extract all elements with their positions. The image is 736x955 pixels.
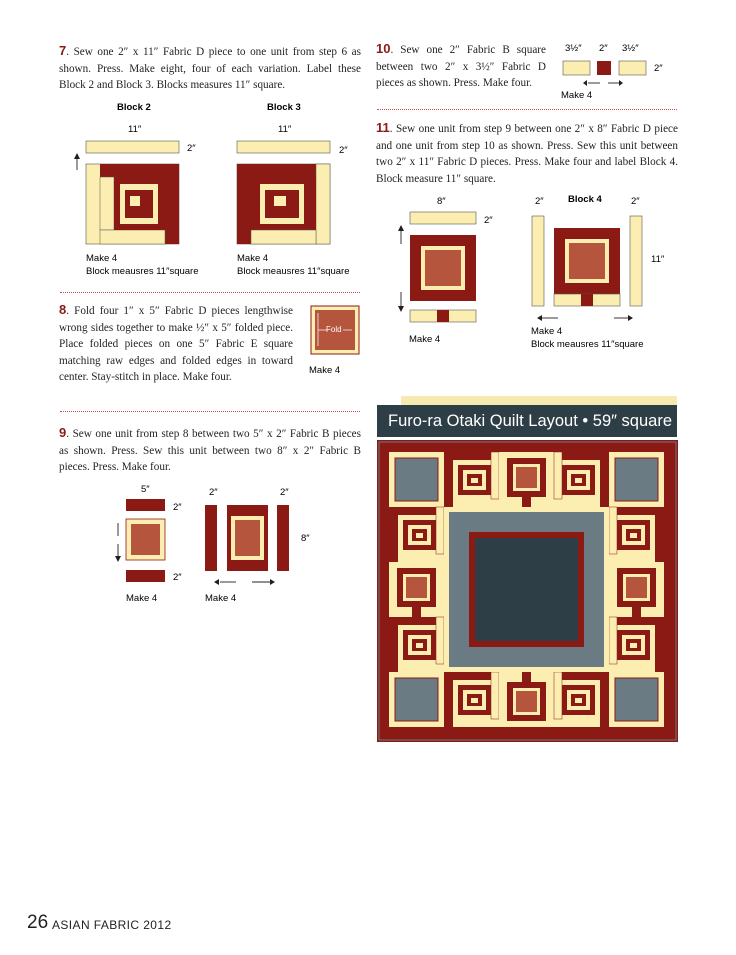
quilt-layout-title: Furo-ra Otaki Quilt Layout • 59″ square bbox=[377, 405, 677, 437]
step-instructions: . Sew one 2″ x 11″ Fabric D piece to one unit from step 6 as shown. Press. Make eight, four of each variation. Label these Block 2 and Block 3. Blocks measures 11″ square. bbox=[59, 46, 361, 92]
dim-label: 11″ bbox=[128, 124, 142, 135]
make-label: Make 4 bbox=[237, 253, 269, 264]
block-4-title: Block 4 bbox=[568, 194, 602, 205]
step-9-diagram bbox=[110, 478, 330, 608]
publication-year: 2012 bbox=[143, 918, 172, 932]
dim-label: 5″ bbox=[141, 484, 150, 495]
make-label: Make 4 bbox=[205, 593, 237, 604]
dim-label: 2″ bbox=[209, 487, 218, 498]
step-11-diagram bbox=[390, 190, 680, 355]
dim-label: 11″ bbox=[651, 254, 665, 265]
dim-label: 8″ bbox=[301, 533, 310, 544]
dim-label: 2″ bbox=[484, 215, 493, 226]
publication-title: ASIAN FABRIC bbox=[52, 918, 140, 932]
step-7-diagram bbox=[60, 98, 360, 280]
publication-name bbox=[52, 918, 172, 932]
dim-label: 2″ bbox=[535, 196, 544, 207]
fold-label: Fold bbox=[326, 325, 342, 334]
dim-label: 8″ bbox=[437, 196, 446, 207]
dim-label: 11″ bbox=[278, 124, 292, 135]
step-10-diagram bbox=[556, 38, 681, 104]
step-instructions: . Sew one unit from step 8 between two 5″ x 2″ Fabric B pieces as shown. Press. Sew this unit between two 8″ x 2″ Fabric B pieces. Press. Make four. bbox=[59, 428, 361, 474]
measure-label: Block meausres 11″square bbox=[237, 266, 350, 277]
dim-label: 2″ bbox=[654, 63, 663, 74]
step-10-text bbox=[376, 41, 546, 92]
dim-label: 2″ bbox=[339, 145, 348, 156]
divider bbox=[60, 292, 360, 293]
quilt-layout-illustration bbox=[377, 440, 678, 742]
divider bbox=[60, 411, 360, 412]
dim-label: 2″ bbox=[187, 143, 196, 154]
step-8-diagram bbox=[305, 302, 365, 382]
step-8-text bbox=[59, 302, 293, 386]
step-instructions: . Sew one 2″ Fabric B square between two 2″ x 3½″ Fabric D pieces as shown. Press. Make four. bbox=[376, 44, 546, 90]
step-9-text bbox=[59, 425, 361, 476]
step-number: 7 bbox=[59, 43, 67, 58]
fabric-strip bbox=[86, 141, 179, 153]
step-instructions: . Sew one unit from step 9 between one 2″ x 8″ Fabric D piece and one unit from step 10 as shown. Press. Sew this unit between two 2″ x 11″ Fabric D pieces. Press. Make four and label Block 4. Block measure 11″ square. bbox=[376, 123, 678, 185]
measure-label: Block meausres 11″square bbox=[531, 339, 644, 350]
fabric-strip bbox=[237, 141, 330, 153]
make-label: Make 4 bbox=[531, 326, 563, 337]
dim-label: 2″ bbox=[173, 572, 182, 583]
block-3-title: Block 3 bbox=[267, 102, 301, 113]
dim-label: 2″ bbox=[631, 196, 640, 207]
make-label: Make 4 bbox=[126, 593, 158, 604]
dim-label: 3½″ bbox=[622, 43, 639, 54]
divider bbox=[377, 109, 677, 110]
page-number: 26 bbox=[27, 912, 49, 933]
make-label: Make 4 bbox=[561, 90, 593, 101]
make-label: Make 4 bbox=[86, 253, 118, 264]
make-label: Make 4 bbox=[309, 365, 341, 376]
block-3 bbox=[237, 164, 330, 244]
measure-label: Block meausres 11″square bbox=[86, 266, 199, 277]
step-number: 9 bbox=[59, 425, 67, 440]
step-number: 8 bbox=[59, 302, 67, 317]
block-2 bbox=[86, 164, 179, 244]
dim-label: 2″ bbox=[173, 502, 182, 513]
block-2-title: Block 2 bbox=[117, 102, 151, 113]
make-label: Make 4 bbox=[409, 334, 441, 345]
step-11-text bbox=[376, 120, 678, 187]
step-number: 11 bbox=[376, 120, 390, 135]
dim-label: 2″ bbox=[280, 487, 289, 498]
dim-label: 3½″ bbox=[565, 43, 582, 54]
step-instructions: . Fold four 1″ x 5″ Fabric D pieces lengthwise wrong sides together to make ½″ x 5″ folded piece. Place folded pieces on one 5″ Fabric E square matching raw edges and folded edges in toward center. Stay-stitch in place. Make four. bbox=[59, 305, 293, 384]
title-accent-band bbox=[401, 396, 677, 405]
step-7-text bbox=[59, 43, 361, 94]
step-number: 10 bbox=[376, 41, 391, 56]
dim-label: 2″ bbox=[599, 43, 608, 54]
